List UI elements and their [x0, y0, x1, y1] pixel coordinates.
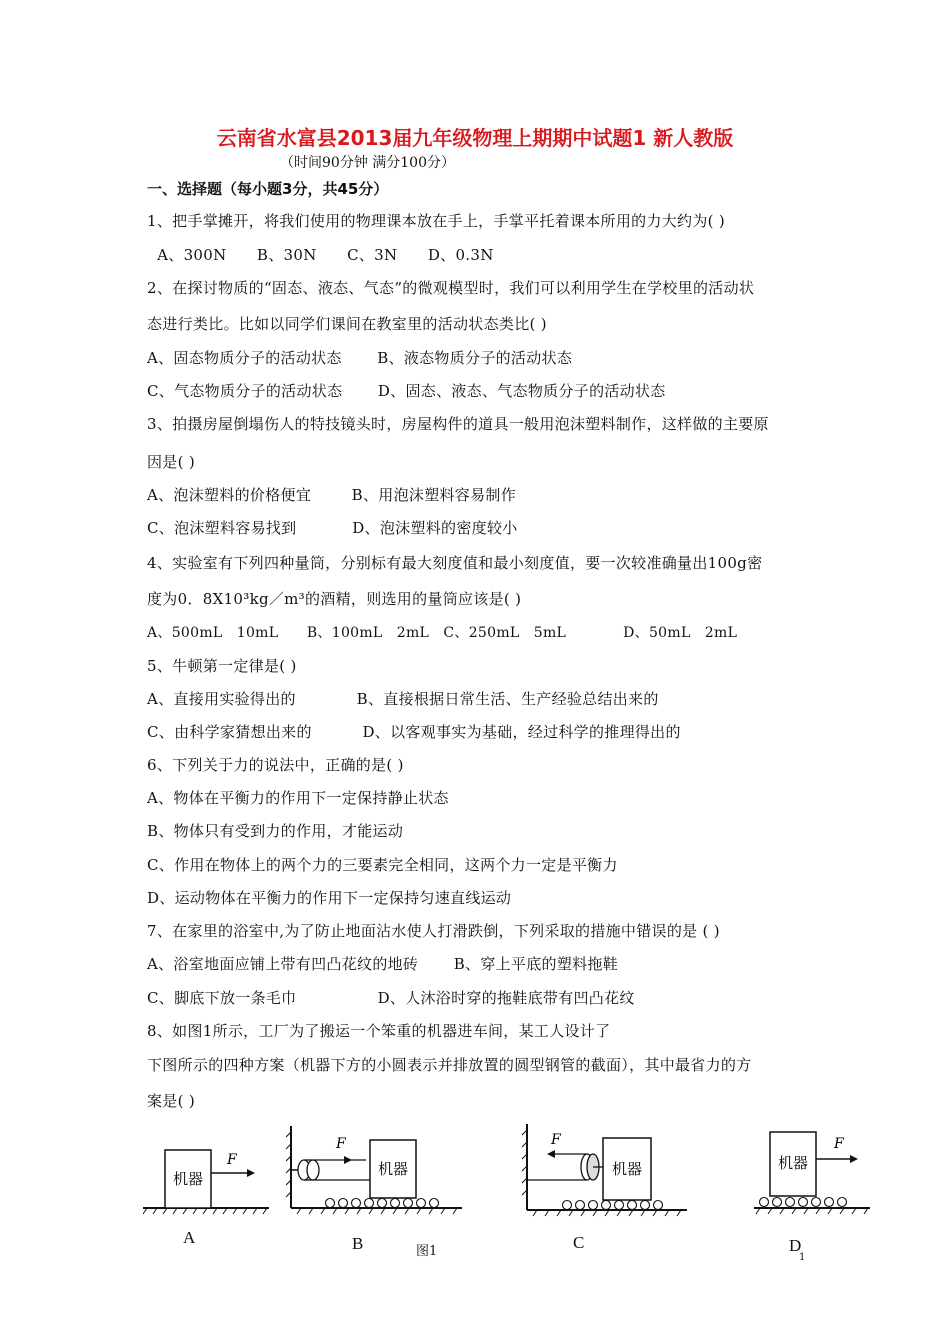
question-line: 度为0．8X10³kg／m³的酒精，则选用的量筒应该是( ) — [147, 590, 522, 608]
question-line: 7、在家里的浴室中,为了防止地面沾水使人打滑跌倒，下列采取的措施中错误的是 ( ) — [147, 922, 720, 940]
machine-label: 机器 — [172, 1170, 204, 1188]
force-label: F — [834, 1136, 844, 1152]
option-label-b: B — [352, 1234, 364, 1253]
question-line: 4、实验室有下列四种量筒，分别标有最大刻度值和最小刻度值，要一次较准确量出100g密 — [147, 554, 763, 572]
figure-option-a — [143, 1122, 273, 1217]
option-line: C、脚底下放一条毛巾 D、人沐浴时穿的拖鞋底带有凹凸花纹 — [147, 989, 635, 1007]
question-line: 5、牛顿第一定律是( ) — [147, 657, 297, 675]
option-line: A、固态物质分子的活动状态 B、液态物质分子的活动状态 — [147, 349, 573, 367]
question-line: 下图所示的四种方案（机器下方的小圆表示并排放置的圆型钢管的截面），其中最省力的方 — [147, 1056, 752, 1074]
option-line: C、作用在物体上的两个力的三要素完全相同，这两个力一定是平衡力 — [147, 856, 618, 874]
option-line: C、泡沫塑料容易找到 D、泡沫塑料的密度较小 — [147, 519, 518, 537]
question-line: 6、下列关于力的说法中，正确的是( ) — [147, 756, 404, 774]
option-line: D、运动物体在平衡力的作用下一定保持匀速直线运动 — [147, 889, 512, 907]
page-number: 1 — [799, 1252, 806, 1263]
question-line: 3、拍摄房屋倒塌伤人的特技镜头时，房屋构件的道具一般用泡沫塑料制作，这样做的主要原 — [147, 415, 769, 433]
figure-option-b — [286, 1122, 466, 1217]
force-label: F — [336, 1136, 346, 1152]
option-line: A、300N B、30N C、3N D、0.3N — [147, 246, 494, 264]
option-line: A、浴室地面应铺上带有凹凸花纹的地砖 B、穿上平底的塑料拖鞋 — [147, 955, 619, 973]
option-line: B、物体只有受到力的作用，才能运动 — [147, 822, 404, 840]
document-title: 云南省水富县2013届九年级物理上期期中试题1 新人教版 — [216, 126, 734, 150]
force-label: F — [227, 1152, 237, 1168]
section-heading: 一、选择题（每小题3分，共45分） — [147, 180, 389, 198]
question-line: 1、把手掌摊开，将我们使用的物理课本放在手上，手掌平托着课本所用的力大约为( ) — [147, 212, 726, 230]
question-line: 案是( ) — [147, 1092, 195, 1110]
exam-duration-note: （时间90分钟 满分100分） — [280, 155, 455, 171]
machine-label: 机器 — [611, 1160, 643, 1178]
machine-label: 机器 — [377, 1160, 409, 1178]
figure-caption: 图1 — [416, 1244, 438, 1259]
option-line: A、直接用实验得出的 B、直接根据日常生活、生产经验总结出来的 — [147, 690, 659, 708]
question-line: 2、在探讨物质的“固态、液态、气态”的微观模型时，我们可以利用学生在学校里的活动状 — [147, 279, 755, 297]
option-label-a: A — [183, 1228, 196, 1247]
option-line: A、泡沫塑料的价格便宜 B、用泡沫塑料容易制作 — [147, 486, 517, 504]
option-line: A、物体在平衡力的作用下一定保持静止状态 — [147, 789, 449, 807]
figure-option-c — [521, 1124, 691, 1219]
question-line: 态进行类比。比如以同学们课间在教室里的活动状态类比( ) — [147, 315, 547, 333]
option-line: A、500mL 10mL B、100mL 2mL C、250mL 5mL D、50mL 2mL — [147, 625, 738, 641]
option-line: C、由科学家猜想出来的 D、以客观事实为基础，经过科学的推理得出的 — [147, 723, 681, 741]
question-line: 因是( ) — [147, 453, 195, 471]
option-line: C、气态物质分子的活动状态 D、固态、液态、气态物质分子的活动状态 — [147, 382, 666, 400]
option-label-c: C — [573, 1233, 585, 1252]
figure-option-d — [754, 1122, 874, 1217]
option-label-d: D — [789, 1236, 802, 1255]
machine-label: 机器 — [777, 1154, 809, 1172]
question-line: 8、如图1所示，工厂为了搬运一个笨重的机器进车间，某工人设计了 — [147, 1022, 611, 1040]
force-label: F — [551, 1132, 561, 1148]
